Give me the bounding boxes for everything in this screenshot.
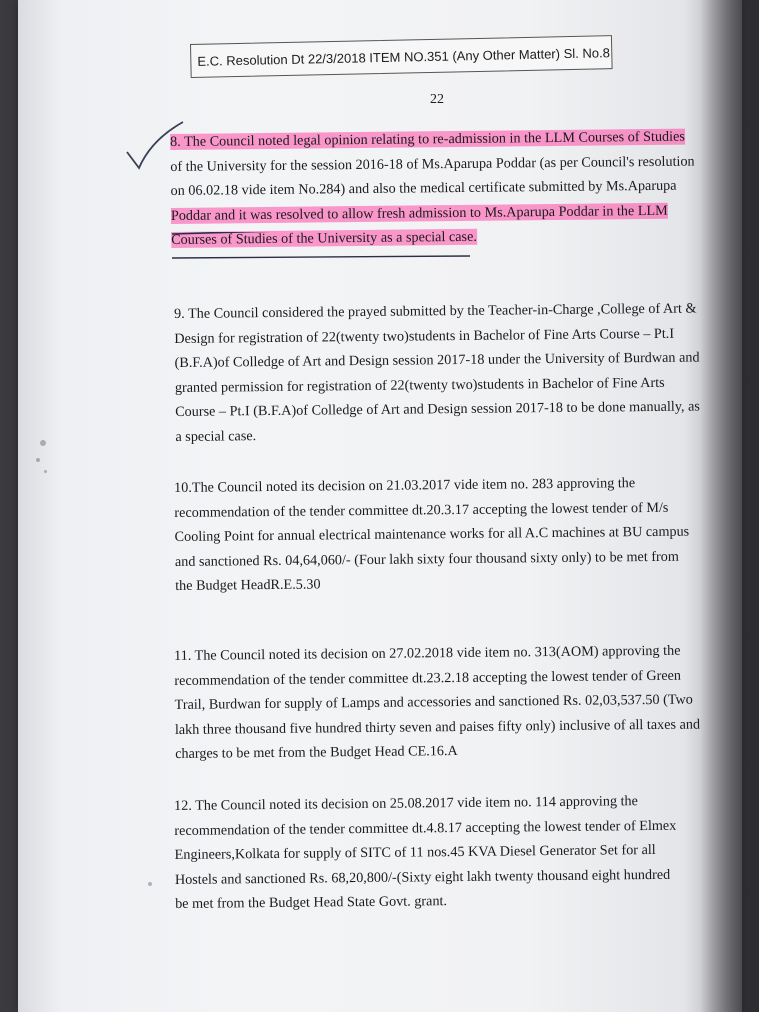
- item-12-line-3: Engineers,Kolkata for supply of SITC of 11 nos.45 KVA Diesel Generator Set for all: [174, 842, 656, 864]
- item-12-line-4: Hostels and sanctioned Rs. 68,20,800/-(Sixty eight lakh twenty thousand eight hundred: [174, 866, 671, 888]
- resolution-item-10: [174, 471, 690, 599]
- item-10-line-5: the Budget HeadR.E.5.30: [175, 576, 321, 595]
- item-9-line-2: Design for registration of 22(twenty two)students in Bachelor of Fine Arts Course – Pt.I: [174, 325, 675, 347]
- page-number: 22: [430, 92, 444, 107]
- item-8-line-2: of the University for the session 2016-18 of Ms.Aparupa Poddar (as per Council's resolution: [170, 153, 695, 175]
- resolution-item-11: [174, 639, 700, 767]
- item-10-line-3: Cooling Point for annual electrical maintenance works for all A.C machines at BU campus: [174, 523, 690, 546]
- item-9-line-4: granted permission for registration of 22(twenty two)students in Bachelor of Fine Arts: [174, 374, 665, 396]
- page-shadow-edge: [700, 0, 759, 1012]
- item-8-line-4-highlight: Poddar and it was resolved to allow fresh admission to Ms.Aparupa Poddar in the LLM: [170, 202, 668, 224]
- item-10-line-4: and sanctioned Rs. 04,64,060/- (Four lakh sixty four thousand sixty only) to be met from: [174, 548, 679, 570]
- item-9-line-1: 9. The Council considered the prayed submitted by the Teacher-in-Charge ,College of Art &: [174, 300, 697, 322]
- item-8-line-1-highlight: 8. The Council noted legal opinion relating to re-admission in the LLM Courses of Studies: [170, 128, 685, 150]
- item-12-line-5: be met from the Budget Head State Govt. grant.: [175, 893, 448, 913]
- item-12-line-1: 12. The Council noted its decision on 25.08.2017 vide item no. 114 approving the: [174, 793, 638, 814]
- item-8-line-3: on 06.02.18 vide item No.284) and also the medical certificate submitted by Ms.Aparupa: [170, 177, 677, 200]
- item-11-line-1: 11. The Council noted its decision on 27.02.2018 vide item no. 313(AOM) approving the: [174, 642, 681, 664]
- item-11-line-2: recommendation of the tender committee dt.23.2.18 accepting the lowest tender of Green: [174, 667, 682, 689]
- resolution-item-12: [174, 789, 677, 917]
- item-8-line-5-highlight: Courses of Studies of the University as a special case.: [171, 229, 477, 249]
- photocopy-speck: [148, 882, 152, 886]
- item-11-line-4: lakh three thousand five hundred thirty seven and paises fifty only) inclusive of all taxes and: [174, 716, 701, 738]
- photocopy-speck: [44, 470, 47, 473]
- item-9-line-3: (B.F.A)of Colledge of Art and Design session 2017-18 under the University of Burdwan and: [174, 349, 700, 372]
- resolution-header-text: E.C. Resolution Dt 22/3/2018 ITEM NO.351 (Any Other Matter) Sl. No.8: [197, 44, 610, 69]
- item-11-line-5: charges to be met from the Budget Head CE.16.A: [175, 743, 458, 763]
- pen-underline-mark: [170, 232, 710, 262]
- resolution-item-9: [174, 297, 700, 450]
- item-9-line-5: Course – Pt.I (B.F.A)of Colledge of Art and Design session 2017-18 to be done manually, as: [175, 398, 701, 421]
- item-10-line-1: 10.The Council noted its decision on 21.03.2017 vide item no. 283 approving the: [174, 475, 636, 496]
- photocopy-speck: [40, 440, 46, 446]
- item-10-line-2: recommendation of the tender committee dt.20.3.17 accepting the lowest tender of M/s: [174, 499, 669, 521]
- item-9-line-6: a special case.: [175, 428, 257, 445]
- item-11-line-3: Trail, Burdwan for supply of Lamps and accessories and sanctioned Rs. 02,03,537.50 (Two: [174, 691, 693, 714]
- photocopy-speck: [36, 458, 40, 462]
- item-12-line-2: recommendation of the tender committee dt.4.8.17 accepting the lowest tender of Elmex: [174, 817, 677, 839]
